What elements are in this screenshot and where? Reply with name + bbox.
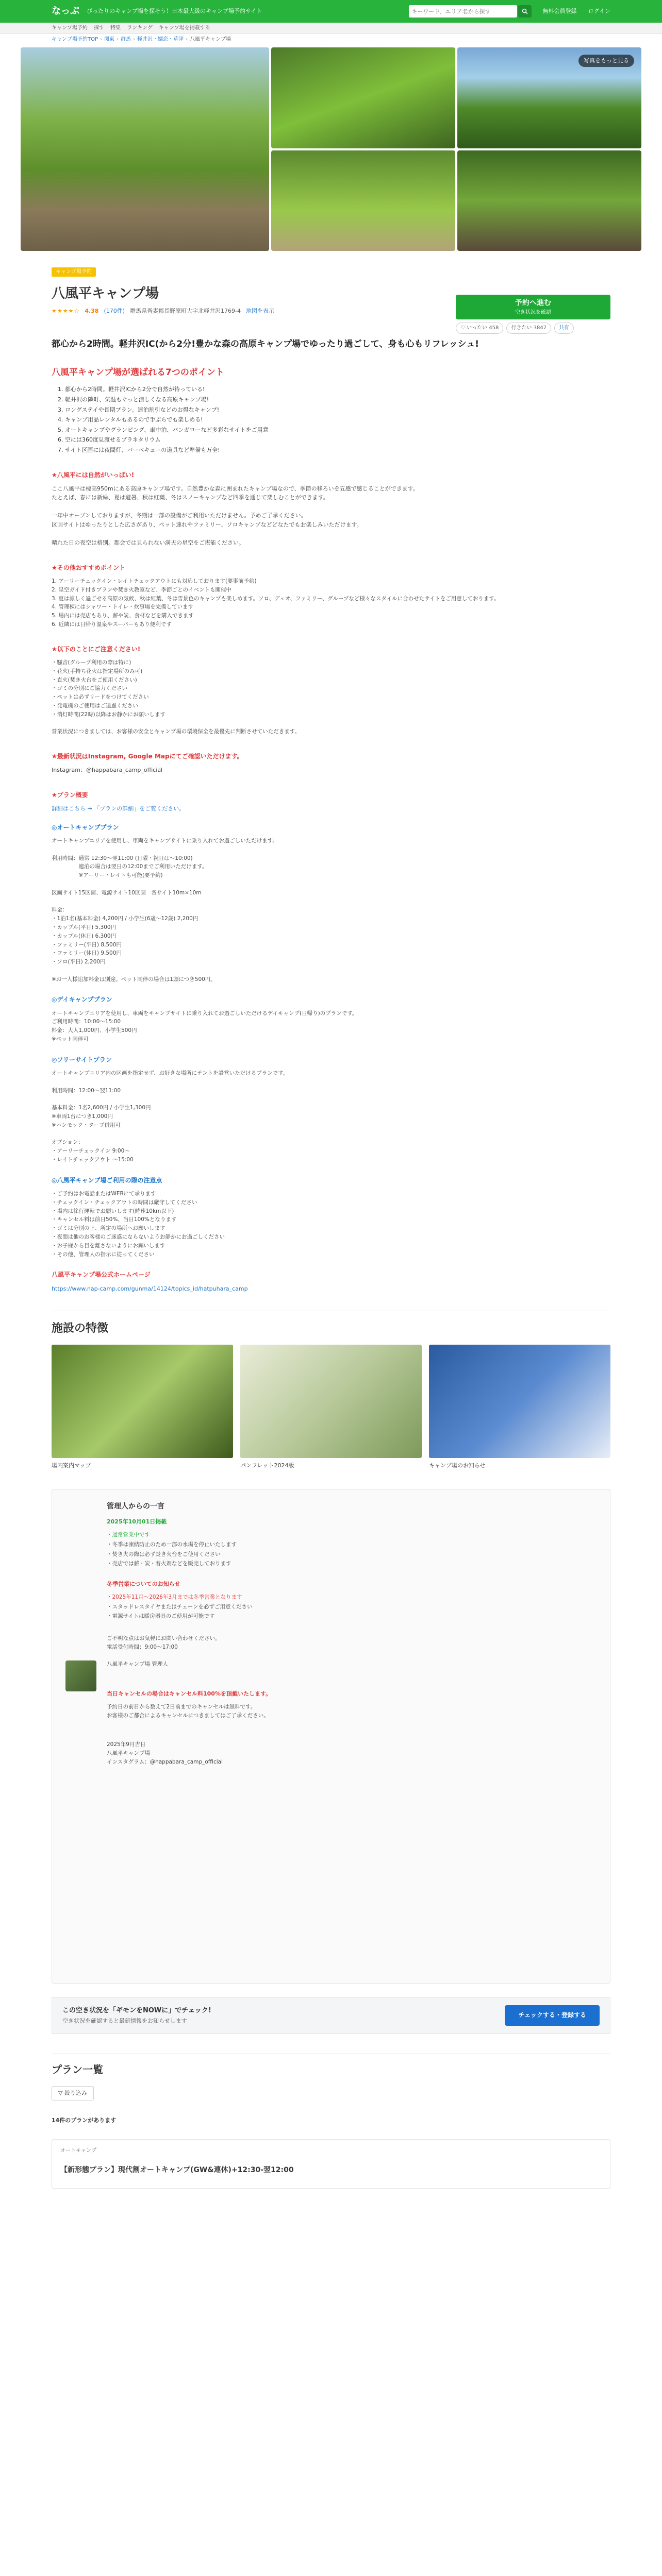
gallery-main-photo[interactable] (21, 47, 269, 251)
favorite-chip[interactable]: ♡ いったい 458 (456, 323, 503, 334)
want-to-go-chip[interactable]: 行きたい 3847 (506, 323, 551, 334)
feature-caption: パンフレット2024版 (240, 1462, 294, 1469)
social-title: ★最新状況はInstagram, Google Mapにてご確認いただけます。 (52, 753, 243, 760)
plan-day-title: ◎デイキャンププラン (52, 996, 112, 1004)
page-title: 八風平キャンプ場 (52, 285, 159, 301)
feature-image (429, 1345, 610, 1458)
subnav-item[interactable]: キャンプ場を掲載する (158, 25, 210, 31)
point-item: 5. オートキャンプやグランピング、車中泊、バンガローなど多彩なサイトをご用意 (65, 426, 610, 435)
site-header (0, 0, 662, 23)
facilities-title: ◎八風平キャンプ場ご利用の際の注意点 (52, 1176, 162, 1184)
subnav-item[interactable]: キャンプ場予約 (52, 25, 88, 31)
reserve-button[interactable] (456, 295, 610, 319)
breadcrumb-item[interactable]: キャンプ場予約TOP (52, 37, 98, 42)
about-body: ここ八風平は標高950mにある高原キャンプ場です。自然豊かな森に囲まれたキャンプ場なので、季節の移ろいを五感で感じることができます。 たとえば、春には新緑、夏は避暑、秋は紅葉、冬はスノーキャンプなど四季を通じて楽しむことができます。 一年中オープンしておりますが、冬期は一部の設備がご利用いただけません。予めご了承ください。 区画サイトはゆったりとした広さがあり、ペット連れやファミリー、ソロキャンプなどどなたでもお楽しみいただけます。 晴れた日の夜空は格別。都会では見られない満天の星空をご堪能ください。 (52, 485, 419, 547)
lead-text: 都心から2時間。軽井沢IC(から2分!豊かな森の高原キャンプ場でゆったり過ごして、身も心もリフレッシュ! (52, 338, 479, 349)
subnav-item[interactable]: 探す (94, 25, 104, 31)
rating-stars-icon: ★★★★☆ (52, 308, 80, 315)
share-chip[interactable]: 共有 (554, 323, 574, 334)
plan-list-title: プラン一覧 (52, 2054, 610, 2078)
manager-line: ・冬季は凍結防止のため一部の水場を停止いたします (107, 1541, 237, 1548)
manager-line: ・売店では薪・炭・着火剤などを販売しております (107, 1561, 231, 1567)
manager-heading: 管理人からの一言 (107, 1502, 164, 1511)
reserve-label: 予約へ進む (515, 298, 551, 307)
breadcrumb: キャンプ場予約TOP › 関東 › 群馬 › 軽井沢・嬬恋・草津 › 八風平キャンプ場 (0, 34, 662, 45)
plan-auto-body: オートキャンプエリアを使用し、車両をキャンプサイトに乗り入れてお過ごしいただけます。 利用時間：通常 12:30〜翌11:00 (日曜・祝日は〜10:00) 連泊の場合は翌日の12:00までご利用いただけます。 ※アーリー・レイトも可能(要予約) 区画サイト15区画、電源サイト10区画 各サイト10m×10m 料金： ・1泊1名(基本料金) 4,200円 / 小学生(6歳〜12歳) 2,200円 ・カップル(平日) 5,300円 ・カップル(休日) 6,300円 ・ファミリー(平日) 8,500円 ・ファミリー(休日) 9,500円 ・ソロ(平日) 2,200円 ※お一人様追加料金は別途。ペット同伴の場合は1頭につき500円。 (52, 837, 278, 982)
winter-notice-line: ・電源サイトは暖房器具のご使用が可能です (107, 1613, 215, 1620)
site-logo[interactable]: なっぷ (52, 5, 79, 16)
point-item: 7. サイト区画には夜間灯、バーベキューの道具など準備も万全! (65, 446, 610, 455)
rating-score: 4.38 (85, 308, 99, 315)
feature-card[interactable] (52, 1345, 233, 1470)
recommend-body: 1. アーリーチェックイン・レイトチェックアウトにも対応しております(要事前予約) 2. 星空ガイド付きプランや焚き火教室など、季節ごとのイベントも開催中 3. 夏は涼しく過ごせる高原の気候、秋は紅葉、冬は雪景色のキャンプも楽しめます。ソロ、デュオ、ファミリー、グループなど様々なスタイルに合わせたサイトをご用意しております。 4. 管理棟にはシャワー・トイレ・炊事場を完備しています 5. 場内には売店もあり、薪や炭、食材などを購入できます 6. 近隣には日帰り温泉やスーパーもあり便利です (52, 578, 500, 628)
breadcrumb-item[interactable]: 軽井沢・嬬恋・草津 (137, 37, 184, 42)
homepage-title: 八風平キャンプ場公式ホームページ (52, 1271, 151, 1279)
winter-notice-title: 冬季営業についてのお知らせ (107, 1581, 180, 1588)
feature-caption: 場内案内マップ (52, 1462, 91, 1469)
notify-button[interactable]: チェックする・登録する (505, 2005, 600, 2025)
feature-caption: キャンプ場のお知らせ (429, 1462, 486, 1469)
gallery-photo[interactable] (457, 150, 641, 251)
notify-sub: 空き状況を確認すると最新情報をお知らせします (62, 2017, 187, 2024)
point-item: 2. 軽井沢の隣町、気温もぐっと涼しくなる高原キャンプ場! (65, 395, 610, 404)
more-photos-button[interactable]: 写真をもっと見る (578, 55, 634, 67)
points-title: 八風平キャンプ場が選ばれる7つのポイント (52, 367, 224, 378)
notify-box (52, 1997, 610, 2034)
manager-date: 2025年10月01日掲載 (107, 1518, 167, 1526)
review-count-link[interactable]: (170件) (104, 308, 125, 315)
breadcrumb-item[interactable]: 関東 (104, 37, 115, 42)
login-link[interactable]: ログイン (588, 8, 610, 15)
search-button[interactable] (518, 5, 532, 18)
sub-navigation (0, 23, 662, 34)
plans-detail-link[interactable]: 詳細はこちら → 「プランの詳細」をご覧ください。 (52, 805, 185, 812)
reservation-panel (456, 295, 610, 334)
manager-body: ご不明な点はお気軽にお問い合わせください。 電話受付時間：9:00〜17:00 八風平キャンプ場 管理人 (107, 1635, 221, 1668)
features-grid (52, 1345, 610, 1470)
point-item: 4. キャンプ用品レンタルもあるので手ぶらでも楽しめる! (65, 415, 610, 425)
plan-card[interactable] (52, 2139, 610, 2189)
point-item: 3. ロングステイや長期プラン。連泊割引などのお得なキャンプ! (65, 405, 610, 415)
gallery-photo[interactable] (271, 150, 455, 251)
manager-line: ・焚き火の際は必ず焚き火台をご使用ください (107, 1551, 221, 1557)
plan-free-title: ◎フリーサイトプラン (52, 1056, 112, 1063)
winter-notice-line: ・スタッドレスタイヤまたはチェーンを必ずご用意ください (107, 1603, 253, 1610)
feature-card[interactable] (429, 1345, 610, 1470)
plan-auto-title: ◎オートキャンププラン (52, 823, 119, 831)
category-badge: キャンプ場予約 (52, 267, 96, 277)
plan-count: 14件のプランがあります (52, 2116, 117, 2124)
reserve-sub-label: 空き状況を確認 (515, 310, 551, 316)
social-body: Instagram：@happabara_camp_official (52, 767, 163, 774)
map-link[interactable]: 地図を表示 (246, 308, 275, 315)
plans-intro-title: ★プラン概要 (52, 791, 88, 799)
manager-message-box (52, 1489, 610, 1984)
feature-image (52, 1345, 233, 1458)
winter-notice-line: ・2025年11月〜2026年3月までは冬季営業となります (107, 1594, 242, 1600)
header-search (409, 5, 532, 18)
features-title: 施設の特徴 (52, 1311, 610, 1337)
subnav-item[interactable]: ランキング (127, 25, 153, 31)
breadcrumb-item: 八風平キャンプ場 (190, 37, 231, 42)
breadcrumb-item[interactable]: 群馬 (121, 37, 131, 42)
caution-title: ★以下のことにご注意ください! (52, 645, 141, 653)
plan-free-body: オートキャンプエリア内の区画を指定せず、お好きな場所にテントを設営いただけるプランです。 利用時間：12:00〜翌11:00 基本料金：1名2,600円 / 小学生1,300円 ※車両1台につき1,000円 ※ハンモック・タープ併用可 オプション： ・アーリーチェックイン 9:00〜 ・レイトチェックアウト 〜15:00 (52, 1070, 289, 1163)
cancel-notice-title: 当日キャンセルの場合はキャンセル料100%を頂戴いたします。 (107, 1690, 272, 1698)
search-input[interactable] (409, 5, 517, 18)
plan-filter-button[interactable]: ▽ 絞り込み (52, 2086, 94, 2100)
cancel-notice-body: 予約日の前日から数えて2日前までのキャンセルは無料です。 お客様のご都合によるキャンセルにつきましてはご了承ください。 (107, 1703, 269, 1719)
address: 群馬県吾妻郡長野原町大字北軽井沢1769-4 (130, 308, 241, 315)
photo-gallery (21, 47, 641, 251)
points-list (52, 385, 610, 454)
gallery-photo[interactable] (271, 47, 455, 148)
register-link[interactable]: 無料会員登録 (542, 8, 577, 15)
notify-title: この空き状況を「ギモンをNOWに」でチェック! (62, 2006, 211, 2014)
point-item: 6. 空には360度見渡せるプラネタリウム (65, 435, 610, 445)
feature-image (240, 1345, 422, 1458)
about-title: ★八風平には自然がいっぱい! (52, 471, 135, 479)
facilities-body: ・ご予約はお電話またはWEBにて承ります ・チェックイン・チェックアウトの時間は厳守してください ・場内は徐行運転でお願いします(時速10km以下) ・キャンセル料は前日50%、当日100%となります ・ゴミは分別の上、所定の場所へお願いします ・夜間は他のお客様のご迷惑にならないようお静かにお過ごしください ・お子様から目を離さないようにお願いします ・その他、管理人の指示に従ってください (52, 1191, 225, 1258)
plan-card-name: 【新形態プラン】現代割オートキャンプ(GW&連休)+12:30-翌12:00 (60, 2166, 294, 2175)
manager-line: ・通常営業中です (107, 1531, 150, 1538)
manager-footer: 2025年9月吉日 八風平キャンプ場 インスタグラム：@happabara_camp_official (107, 1741, 223, 1766)
plan-card-label: オートキャンプ (60, 2148, 96, 2154)
caution-body: ・騒音(グループ利用の際は特に) ・花火(手持ち花火は指定場所のみ可) ・直火(焚き火台をご使用ください) ・ゴミの分別にご協力ください ・ペットは必ずリードをつけてください ・発電機のご使用はご遠慮ください ・消灯時間(22時)以降はお静かにお願いします 営業状況につきましては、お客様の安全とキャンプ場の環境保全を最優先に判断させていただきます。 (52, 659, 300, 735)
point-item: 1. 都心から2時間。軽井沢ICから2分で自然が待っている! (65, 385, 610, 394)
recommend-title: ★その他おすすめポイント (52, 564, 125, 571)
manager-avatar (65, 1660, 96, 1691)
homepage-link[interactable]: https://www.nap-camp.com/gunma/14124/topics_id/hatpuhara_camp (52, 1285, 248, 1292)
subnav-item[interactable]: 特集 (110, 25, 121, 31)
site-tagline: ぴったりのキャンプ場を探そう！日本最大級のキャンプ場予約サイト (87, 8, 262, 15)
plan-day-body: オートキャンプエリアを使用し、車両をキャンプサイトに乗り入れてお過ごしいただけるデイキャンプ(日帰り)のプランです。 ご利用時間：10:00〜15:00 料金：大人1,000円、小学生500円 ※ペット同伴可 (52, 1010, 358, 1043)
search-icon (522, 8, 528, 14)
feature-card[interactable] (240, 1345, 422, 1470)
